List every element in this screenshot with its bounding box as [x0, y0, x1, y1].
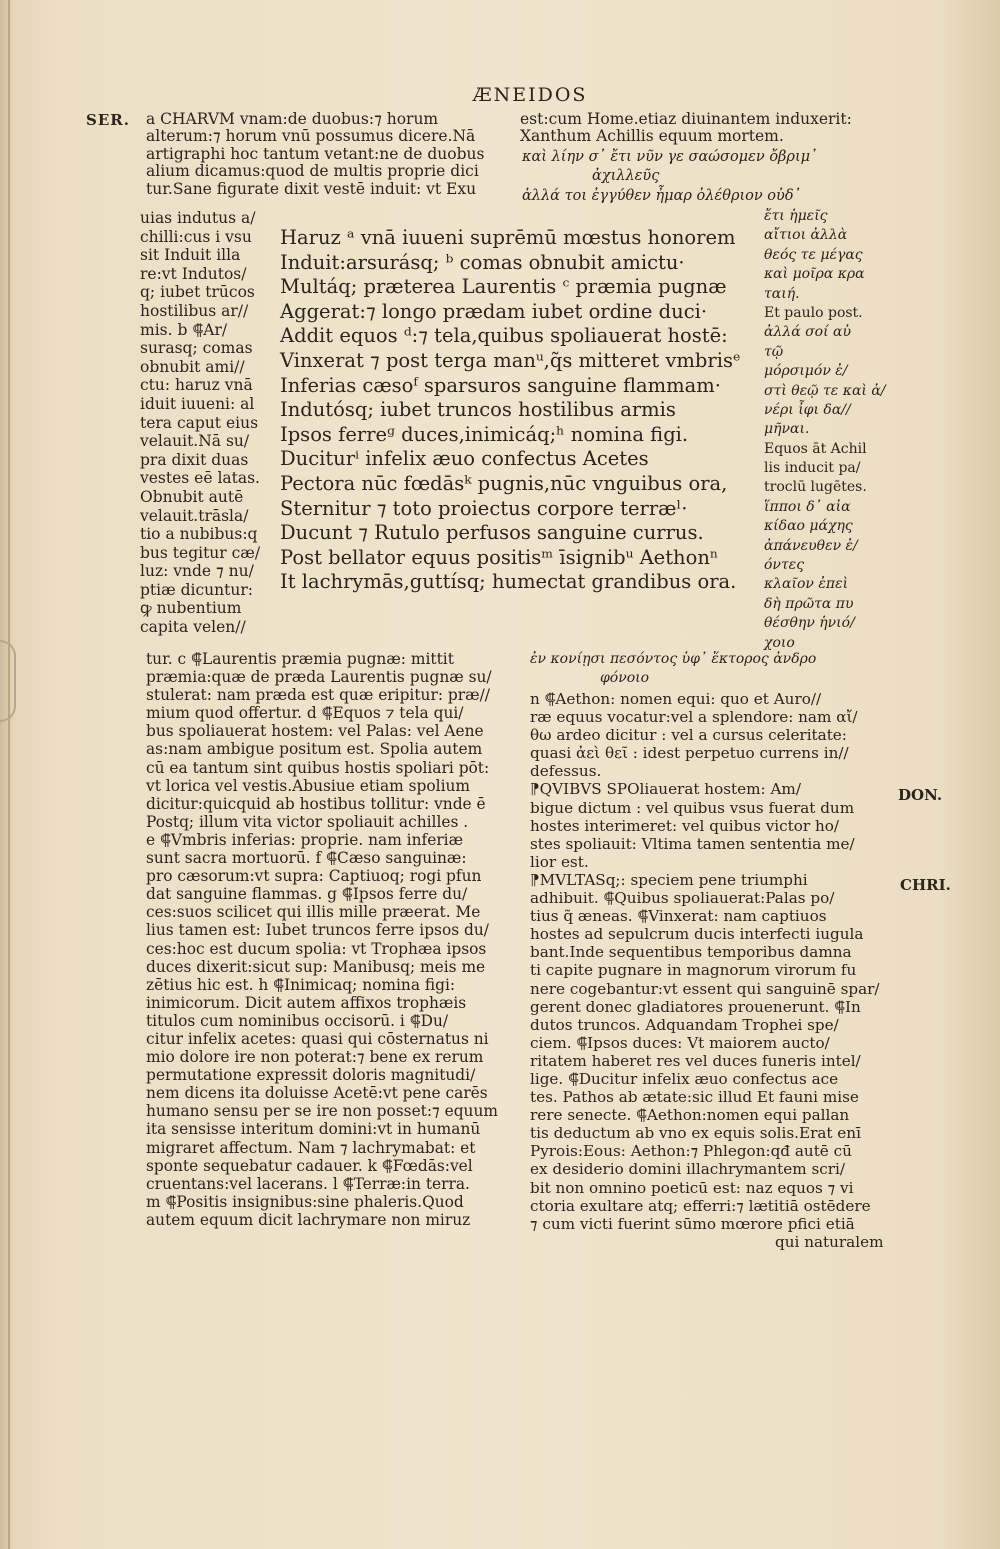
greek-column-right — [764, 207, 886, 653]
text-line: chilli:cus i vsu — [140, 227, 252, 246]
commentary-top-right — [520, 111, 852, 146]
verse-line: Pectora nūc fœdāsᵏ pugnis,nūc vnguibus ora, — [280, 471, 728, 495]
text-line: surasq; comas — [140, 339, 253, 358]
greek-line: θέσθην ἡνιό/ — [764, 615, 855, 632]
greek-line: μῆναι. — [764, 421, 810, 438]
text-line: Pyrois:Eous: Aethon:⁊ Phlegon:qđ autē cū — [530, 1142, 852, 1161]
verse-line: Addit equos ᵈ:⁊ tela,quibus spoliauerat hostē: — [280, 324, 728, 348]
text-line: inimicorum. Dicit autem affixos trophæis — [146, 993, 467, 1012]
text-line: ces:suos scilicet qui illis mille præerat. Me — [146, 903, 481, 922]
text-line: sunt sacra mortuorū. f ⸿Cæso sanguinæ: — [146, 849, 467, 868]
text-line: Xanthum Achillis equum mortem. — [520, 127, 784, 146]
text-line: lige. ⸿Ducitur infelix æuo confectus ace — [530, 1069, 839, 1088]
text-line: ctoria exultare atq; efferri:⁊ lætitiā ostēdere — [530, 1196, 871, 1215]
text-line: bigue dictum : vel quibus vsus fuerat dum — [530, 798, 855, 817]
text-line: est:cum Home.etiaz diuinantem induxerit: — [520, 110, 852, 128]
text-line: vt lorica vel vestis.Abusiue etiam spolium — [146, 776, 470, 795]
text-line: bit non omnino poeticū est: naz equos ⁊ vi — [530, 1178, 854, 1197]
text-line: tius q̃ æneas. ⸿Vinxerat: nam captiuos — [530, 907, 827, 926]
text-line: duces dixerit:sicut sup: Manibusq; meis me — [146, 957, 486, 976]
text-line: sit Induit illa — [140, 246, 241, 265]
text-line: pra dixit duas — [140, 450, 249, 469]
greek-line: ἀχιλλεῦς — [592, 168, 660, 185]
text-line: autem equum dicit lachrymare non miruz — [146, 1210, 471, 1229]
text-line: defessus. — [530, 762, 602, 781]
text-line: tur. c ⸿Laurentis præmia pugnæ: mittit — [146, 650, 454, 668]
text-line: capita velen// — [140, 618, 246, 637]
text-line: artigraphi hoc tantum vetant:ne de duobus — [146, 144, 485, 163]
text-line: nem dicens ita doluisse Acetē:vt pene carēs — [146, 1084, 488, 1103]
text-line: dicitur:quicquid ab hostibus tollitur: vnde ē — [146, 794, 486, 813]
verse-line: Multáq; præterea Laurentis ᶜ præmia pugnæ — [280, 275, 727, 299]
text-line: ciem. ⸿Ipsos duces: Vt maiorem aucto/ — [530, 1033, 830, 1052]
verse-line: Indutósq; iubet truncos hostilibus armis — [280, 398, 676, 422]
text-line: dutos truncos. Adquandam Trophei spe/ — [530, 1015, 839, 1034]
greek-line: ἐν κονίῃσι πεσόντος ὑφ᾽ ἕκτορος ἀνδρο — [530, 651, 817, 667]
verse-line: Duciturⁱ infelix æuo confectus Acetes — [280, 447, 649, 471]
main-verse-text — [280, 226, 741, 595]
text-line: qui naturalem — [775, 1232, 884, 1251]
text-line: obnubit ami// — [140, 357, 245, 376]
text-line: hostes interimeret: vel quibus victor ho/ — [530, 816, 840, 835]
greek-line: κλαῖον ἐπεὶ — [764, 576, 849, 593]
text-line: cruentans:vel lacerans. l ⸿Terræ:in terra. — [146, 1174, 470, 1193]
text-line: vestes eē latas. — [140, 469, 260, 488]
text-line: tio a nubibus:q — [140, 525, 258, 544]
text-line: sponte sequebatur cadauer. k ⸿Fœdās:vel — [146, 1156, 473, 1175]
text-line: ꝙ nubentium — [140, 599, 242, 618]
text-line: as:nam ambigue positum est. Spolia autem — [146, 740, 483, 759]
text-line: bant.Inde sequentibus temporibus damna — [530, 943, 852, 962]
greek-line: lis inducit pa/ — [764, 460, 861, 477]
text-line: tur.Sane figurate dixit vestē induit: vt Exu — [146, 179, 477, 198]
greek-line: ταιή. — [764, 285, 800, 302]
text-line: iduit iuueni: al — [140, 394, 255, 413]
verse-line: Vinxerat ⁊ post terga manᵘ,q̃s mitteret vmbrisᵉ — [280, 348, 741, 372]
text-line: humano sensu per se ire non posset:⁊ equum — [146, 1102, 498, 1121]
page-tab-mark — [0, 640, 16, 722]
text-line: lior est. — [530, 852, 589, 871]
text-line: n ⸿Aethon: nomen equi: quo et Auro// — [530, 690, 822, 708]
greek-line: θεός τε μέγας — [764, 246, 863, 263]
greek-line: καὶ μοῖρα κρα — [764, 266, 865, 283]
text-line: θω ardeo dicitur : vel a cursus celeritate: — [530, 726, 847, 745]
greek-line: νέρι ἶφι δα// — [764, 401, 851, 418]
text-line: migraret affectum. Nam ⁊ lachrymabat: et — [146, 1138, 476, 1157]
text-line: ctu: haruz vnā — [140, 376, 253, 395]
text-line: permutatione expressit doloris magnitudi/ — [146, 1066, 476, 1085]
greek-line: Et paulo post. — [764, 304, 863, 321]
text-line: hostes ad sepulcrum ducis interfecti iugula — [530, 925, 864, 944]
text-line: ita sensisse interitum domini:vt in humanū — [146, 1120, 481, 1139]
verse-line: Haruz ᵃ vnā iuueni suprēmū mœstus honorem — [280, 226, 736, 249]
text-line: bus spoliauerat hostem: vel Palas: vel Aene — [146, 722, 484, 741]
text-line: velauit.Nā su/ — [140, 432, 250, 451]
text-line: alterum:⁊ horum vnū possumus dicere.Nā — [146, 127, 476, 146]
verse-line: Sternitur ⁊ toto proiectus corpore terræˡ· — [280, 496, 688, 520]
greek-line: στὶ θεῷ τε καὶ ἀ/ — [764, 382, 886, 399]
running-header: ÆNEIDOS — [472, 84, 588, 106]
greek-quotation-bottom — [530, 650, 816, 689]
text-line: dat sanguine flammas. g ⸿Ipsos ferre du/ — [146, 885, 468, 904]
greek-line: φόνοιο — [600, 670, 650, 687]
greek-line: ἀπάνευθεν ἐ/ — [764, 537, 858, 554]
text-line: q; iubet trūcos — [140, 283, 255, 302]
greek-line: ἀλλά σοί αὐ — [764, 324, 851, 341]
verse-line: Post bellator equus positisᵐ īsignibᵘ Aethonⁿ — [280, 545, 719, 569]
greek-quotation-top — [522, 148, 817, 206]
text-line: quasi ἀεὶ θεῖ : idest perpetuo currens in// — [530, 744, 849, 763]
commentary-narrow-left — [140, 209, 260, 637]
text-line: nere cogebantur:vt essent qui sanguinē spar/ — [530, 979, 880, 998]
verse-line: Ducunt ⁊ Rutulo perfusos sanguine currus. — [280, 521, 704, 545]
greek-line: χοιο — [764, 634, 795, 651]
text-line: ptiæ dicuntur: — [140, 580, 253, 599]
verse-line: Induit:arsurásq; ᵇ comas obnubit amictu· — [280, 250, 685, 274]
text-line: a CHARVM vnam:de duobus:⁊ horum — [146, 110, 439, 128]
commentary-top-left — [146, 111, 484, 198]
commentary-bottom-right — [530, 690, 883, 1251]
greek-line: δὴ πρῶτα πυ — [764, 595, 854, 612]
greek-line: αἴτιοι ἀλλὰ — [764, 227, 848, 244]
greek-line: τῷ — [764, 343, 784, 360]
text-line: rere senecte. ⸿Aethon:nomen equi pallan — [530, 1106, 850, 1125]
text-line: ritatem haberet res vel duces funeris intel/ — [530, 1051, 861, 1070]
text-line: luz: vnde ⁊ nu/ — [140, 562, 254, 581]
text-line: ⁋QVIBVS SPOliauerat hostem: Am/ — [530, 780, 801, 799]
text-line: bus tegitur cæ/ — [140, 543, 261, 562]
text-line: mis. b ⸿Ar/ — [140, 320, 228, 339]
text-line: pro cæsorum:vt supra: Captiuoq; rogi pfun — [146, 867, 482, 886]
text-line: ræ equus vocatur:vel a splendore: nam αἴ/ — [530, 708, 858, 727]
text-line: uias indutus a/ — [140, 209, 256, 227]
text-line: ⁋MVLTASq;: speciem pene triumphi — [530, 870, 808, 889]
text-line: re:vt Indutos/ — [140, 264, 247, 283]
greek-line: κίδαο μάχης — [764, 518, 853, 535]
text-line: tera caput eius — [140, 413, 259, 432]
text-line: titulos cum nominibus occisorū. i ⸿Du/ — [146, 1011, 449, 1030]
commentary-bottom-left — [146, 650, 498, 1229]
text-line: hostilibus ar// — [140, 301, 249, 320]
text-line: tis deductum ab vno ex equis solis.Erat enī — [530, 1124, 861, 1143]
text-line: alium dicamus:quod de multis proprie dici — [146, 162, 479, 181]
greek-line: troclū lugētes. — [764, 479, 867, 496]
text-line: stes spoliauit: Vltima tamen sententia me/ — [530, 834, 855, 853]
text-line: Postq; illum vita victor spoliauit achilles . — [146, 812, 469, 831]
text-line: citur infelix acetes: quasi qui cōsternatus ni — [146, 1029, 489, 1048]
greek-line: ἵπποι δ᾽ αἰα — [764, 498, 851, 515]
text-line: e ⸿Vmbris inferias: proprie. nam inferiæ — [146, 830, 464, 849]
text-line: ti capite pugnare in magnorum virorum fu — [530, 961, 857, 980]
verse-line: Ipsos ferreᵍ duces,inimicáq;ʰ nomina figi. — [280, 422, 689, 446]
greek-line: όντες — [764, 557, 805, 574]
greek-line: μόρσιμόν ἐ/ — [764, 363, 848, 380]
verse-line: Aggerat:⁊ longo prædam iubet ordine duci· — [280, 299, 708, 323]
text-line: cū ea tantum sint quibus hostis spoliari pōt: — [146, 758, 490, 777]
text-line: zētius hic est. h ⸿Inimicaq; nomina figi: — [146, 975, 456, 994]
verse-line: Inferias cæsoᶠ sparsuros sanguine flammam· — [280, 373, 721, 397]
text-line: ⁊ cum victi fuerint sūmo mœrore pfici etiā — [530, 1214, 855, 1233]
greek-line: Equos āt Achil — [764, 440, 867, 457]
greek-line: ἔτι ἡμεῖς — [764, 208, 828, 224]
greek-line: καὶ λίην σ᾽ ἔτι νῦν γε σαώσομεν ὄβριμ᾽ — [522, 149, 818, 165]
text-line: mium quod offertur. d ⸿Equos ⁊ tela qui/ — [146, 704, 464, 723]
verse-line: It lachrymās,guttísq; humectat grandibus ora. — [280, 570, 737, 594]
text-line: tes. Pathos ab ætate:sic illud Et fauni mise — [530, 1088, 859, 1107]
text-line: velauit.trāsla/ — [140, 506, 249, 525]
text-line: stulerat: nam præda est quæ eripitur: præ// — [146, 686, 490, 705]
text-line: adhibuit. ⸿Quibus spoliauerat:Palas po/ — [530, 889, 835, 908]
binding-gutter — [8, 0, 10, 1549]
greek-line: ἀλλά τοι ἐγγύθεν ἦμαρ ὀλέθριον οὐδ᾽ — [522, 187, 801, 204]
text-line: mio dolore ire non poterat:⁊ bene ex rerum — [146, 1048, 484, 1067]
text-line: m ⸿Positis insignibus:sine phaleris.Quod — [146, 1192, 464, 1211]
text-line: Obnubit autē — [140, 487, 244, 506]
text-line: ces:hoc est ducum spolia: vt Trophæa ipsos — [146, 939, 487, 958]
margin-label-chri: CHRI. — [900, 876, 951, 894]
margin-label-ser: SER. — [86, 111, 130, 129]
text-line: præmia:quæ de præda Laurentis pugnæ su/ — [146, 668, 492, 687]
text-line: lius tamen est: Iubet truncos ferre ipsos du/ — [146, 921, 489, 940]
text-line: gerent donec gladiatores prouenerunt. ⸿In — [530, 997, 861, 1016]
text-line: ex desiderio domini illachrymantem scri/ — [530, 1160, 845, 1179]
margin-label-don: DON. — [898, 786, 943, 804]
